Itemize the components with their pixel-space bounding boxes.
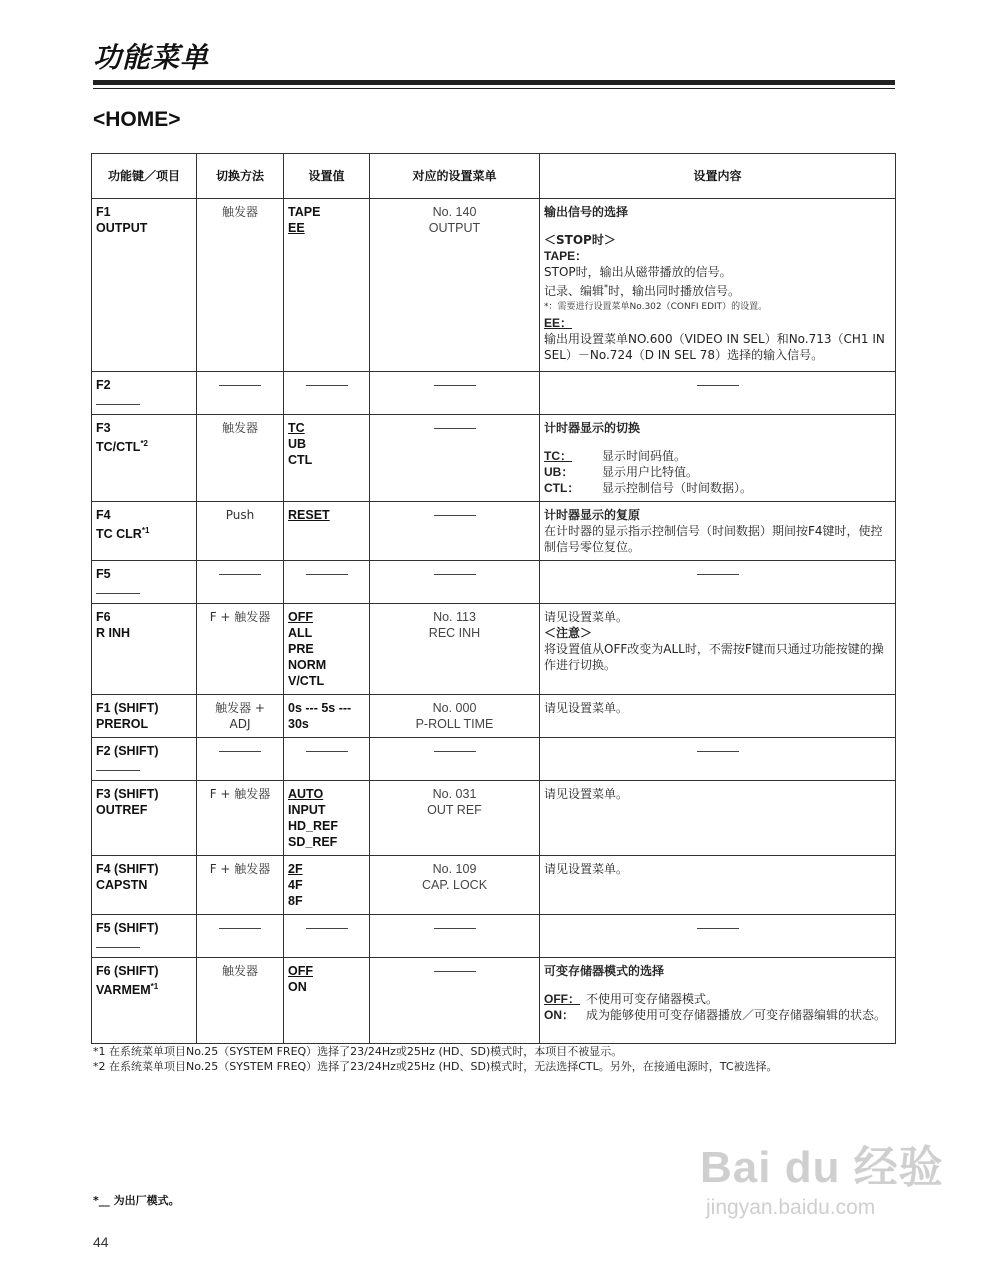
value-option-default: OFF	[288, 610, 313, 624]
row-key: F6 (SHIFT)	[96, 964, 159, 978]
row-key: F2 (SHIFT)	[96, 744, 159, 758]
empty-dash	[96, 947, 140, 948]
value-option-default: RESET	[288, 508, 330, 522]
header-values: 设置值	[284, 154, 370, 199]
on-text: 成为能够使用可变存储器播放／可变存储器编辑的状态。	[586, 1008, 887, 1022]
empty-dash	[96, 404, 140, 405]
row-item: CAPSTN	[96, 878, 148, 892]
footnote-ref: *2	[140, 439, 148, 448]
value-option-default: AUTO	[288, 787, 324, 801]
empty-dash	[219, 928, 261, 929]
content-title: 可变存储器模式的选择	[544, 964, 665, 978]
row-key: F5 (SHIFT)	[96, 921, 159, 935]
value-option: 4F	[288, 878, 303, 892]
footnote-1: *1 在系统菜单项目No.25（SYSTEM FREQ）选择了23/24Hz或25Hz (HD、SD)模式时，本项目不被显示。	[93, 1045, 623, 1058]
tape-text: STOP时，输出从磁带播放的信号。	[544, 265, 732, 279]
row-method: 触发器	[197, 415, 284, 502]
title-rule	[93, 80, 895, 85]
content-text: 请见设置菜单。	[544, 862, 629, 876]
section-title: <HOME>	[93, 108, 181, 131]
ee-label: EE：	[544, 316, 573, 330]
tape-note: *：需要进行设置菜单No.302（CONFI EDIT）的设置。	[544, 302, 768, 312]
value-option: ON	[288, 980, 307, 994]
table-row	[92, 915, 896, 958]
watermark-url: jingyan.baidu.com	[706, 1196, 876, 1219]
footnote-ref: *1	[150, 982, 159, 991]
empty-dash	[434, 751, 476, 752]
table-row	[92, 415, 896, 502]
row-item: VARMEM	[96, 983, 151, 998]
empty-dash	[434, 385, 476, 386]
value-option: UB	[288, 437, 307, 451]
tc-label: TC：	[544, 449, 572, 463]
row-item: PREROL	[96, 717, 149, 731]
tape-label: TAPE：	[544, 249, 588, 263]
content-text: 在计时器的显示指示控制信号（时间数据）期间按F4键时，使控制信号零位复位。	[544, 524, 883, 554]
content-title: 输出信号的选择	[544, 205, 629, 219]
row-item: TC CLR	[96, 527, 142, 542]
value-option: ALL	[288, 626, 313, 640]
empty-dash	[434, 928, 476, 929]
menu-number: No. 000	[432, 701, 477, 715]
menu-number: No. 113	[433, 610, 476, 624]
value-option-default: EE	[288, 221, 305, 235]
row-method: F + 触发器	[197, 604, 284, 695]
menu-number: No. 109	[432, 862, 477, 876]
function-menu-table	[91, 153, 896, 1044]
empty-dash	[306, 928, 348, 929]
ub-text: 显示用户比特值。	[602, 465, 699, 479]
header-menu: 对应的设置菜单	[370, 154, 540, 199]
empty-dash	[219, 751, 261, 752]
value-option-default: OFF	[288, 964, 313, 978]
row-method: 触发器 +	[215, 701, 265, 715]
table-row	[92, 561, 896, 604]
empty-dash	[697, 751, 739, 752]
empty-dash	[434, 428, 476, 429]
empty-dash	[434, 971, 476, 972]
row-key: F4 (SHIFT)	[96, 862, 159, 876]
value-option-default: TC	[288, 421, 305, 435]
header-key: 功能键／项目	[92, 154, 197, 199]
table-row	[92, 856, 896, 915]
row-item: TC/CTL	[96, 440, 141, 455]
footnote-ref: *1	[141, 526, 150, 535]
row-key: F1 (SHIFT)	[96, 701, 159, 715]
row-method: Push	[197, 502, 284, 561]
value-option: V/CTL	[288, 674, 325, 688]
row-method: 触发器	[197, 199, 284, 372]
table-row	[92, 199, 896, 372]
empty-dash	[219, 385, 261, 386]
row-key: F5	[96, 567, 111, 581]
row-item: OUTREF	[96, 803, 148, 817]
content-text: 请见设置菜单。	[544, 701, 629, 715]
menu-number: No. 031	[432, 787, 477, 801]
row-method-2: ADJ	[229, 717, 251, 731]
footnotes	[93, 1044, 778, 1074]
row-key: F4	[96, 508, 111, 522]
table-row	[92, 781, 896, 856]
ctl-label: CTL：	[544, 481, 580, 495]
empty-dash	[697, 574, 739, 575]
content-title: 计时器显示的复原	[544, 508, 641, 522]
title-rule-thin	[93, 88, 895, 89]
value-option: TAPE	[288, 205, 321, 219]
empty-dash	[219, 574, 261, 575]
row-key: F6	[96, 610, 111, 624]
off-text: 不使用可变存储器模式。	[586, 992, 719, 1006]
menu-name: REC INH	[428, 626, 481, 640]
tape-edit-text: 记录、编辑*时，输出同时播放信号。	[544, 283, 741, 298]
row-item: OUTPUT	[96, 221, 148, 235]
watermark-main: Bai du 经验	[700, 1143, 944, 1192]
table-row	[92, 502, 896, 561]
value-option: NORM	[288, 658, 327, 672]
menu-name: P-ROLL TIME	[415, 717, 494, 731]
row-key: F2	[96, 378, 111, 392]
header-content: 设置内容	[540, 154, 896, 199]
row-item: R INH	[96, 626, 131, 640]
row-method: 触发器	[197, 958, 284, 1044]
value-option: 0s --- 5s ---	[288, 701, 352, 715]
row-method: F + 触发器	[197, 781, 284, 856]
menu-name: CAP. LOCK	[421, 878, 488, 892]
table-row	[92, 958, 896, 1044]
ub-label: UB：	[544, 465, 574, 479]
content-text: 请见设置菜单。	[544, 610, 629, 624]
empty-dash	[697, 928, 739, 929]
row-key: F1	[96, 205, 111, 219]
page-number: 44	[93, 1234, 109, 1250]
value-option-default: 2F	[288, 862, 303, 876]
value-option: HD_REF	[288, 819, 339, 833]
page-title: 功能菜单	[93, 41, 210, 74]
row-key: F3 (SHIFT)	[96, 787, 159, 801]
menu-name: OUTPUT	[428, 221, 481, 235]
stop-heading: ＜STOP时＞	[544, 233, 616, 247]
value-option: SD_REF	[288, 835, 338, 849]
content-text: 请见设置菜单。	[544, 787, 629, 801]
table-row	[92, 604, 896, 695]
tc-text: 显示时间码值。	[602, 449, 687, 463]
note-title: ＜注意＞	[544, 626, 593, 640]
empty-dash	[306, 751, 348, 752]
value-option: 30s	[288, 717, 309, 731]
menu-name: OUT REF	[427, 803, 482, 817]
on-label: ON：	[544, 1008, 575, 1022]
footnote-2: *2 在系统菜单项目No.25（SYSTEM FREQ）选择了23/24Hz或25Hz (HD、SD)模式时，无法选择CTL。另外，在接通电源时，TC被选择。	[93, 1060, 778, 1073]
value-option: INPUT	[288, 803, 326, 817]
empty-dash	[434, 515, 476, 516]
empty-dash	[96, 770, 140, 771]
note-text: 将设置值从OFF改变为ALL时，不需按F键而只通过功能按键的操作进行切换。	[544, 642, 884, 672]
row-method: F + 触发器	[197, 856, 284, 915]
value-option: 8F	[288, 894, 303, 908]
factory-default-note: *__ 为出厂模式。	[93, 1194, 180, 1207]
empty-dash	[306, 385, 348, 386]
table-row	[92, 738, 896, 781]
header-method: 切换方法	[197, 154, 284, 199]
ctl-text: 显示控制信号（时间数据）。	[602, 481, 753, 495]
empty-dash	[306, 574, 348, 575]
baidu-watermark-logo	[700, 1140, 950, 1250]
table-header-row	[92, 154, 896, 199]
empty-dash	[697, 385, 739, 386]
content-title: 计时器显示的切换	[544, 421, 641, 435]
table-row	[92, 372, 896, 415]
empty-dash	[434, 574, 476, 575]
row-key: F3	[96, 421, 111, 435]
table-row	[92, 695, 896, 738]
menu-number: No. 140	[432, 205, 477, 219]
off-label: OFF：	[544, 992, 580, 1006]
ee-text: 输出用设置菜单NO.600（VIDEO IN SEL）和No.713（CH1 IN SEL）－No.724（D IN SEL 78）选择的输入信号。	[544, 332, 885, 362]
empty-dash	[96, 593, 140, 594]
value-option: PRE	[288, 642, 314, 656]
value-option: CTL	[288, 453, 313, 467]
